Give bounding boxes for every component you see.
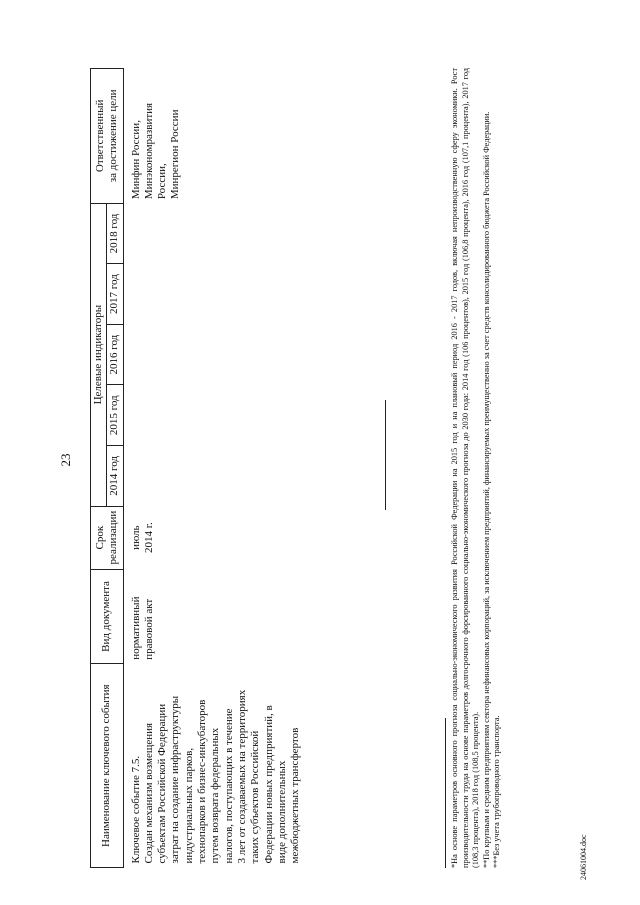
- text-line: Ключевое событие 7.5.: [129, 755, 142, 864]
- cell-term: [123, 506, 303, 569]
- cell-doc-type: [123, 569, 303, 664]
- document-reference: 24061004.doc: [579, 834, 588, 880]
- text-line: 3 лет от создаваемых на территориях: [235, 689, 248, 864]
- cell-indicator: [123, 264, 303, 325]
- header-target-indicators: Целевые индикаторы: [91, 203, 107, 506]
- text-line: затрат на создание инфраструктуры: [169, 695, 182, 864]
- cell-indicator: [123, 446, 303, 507]
- page-number: 23: [58, 453, 73, 467]
- table-header-row: [91, 69, 107, 868]
- text-line: индустриальных парков,: [182, 747, 195, 864]
- header-event-name: Наименование ключевого события: [91, 664, 124, 868]
- header-year: 2015 год: [107, 385, 123, 446]
- header-year: 2016 год: [107, 324, 123, 385]
- text-line: Создан механизм возмещения: [142, 722, 155, 864]
- text-line: таких субъектов Российской: [249, 730, 262, 864]
- cell-indicator: [123, 324, 303, 385]
- cell-indicator: [123, 203, 303, 264]
- header-responsible-line2: за достижение цели: [106, 89, 119, 183]
- text-line: межбюджетных трансфертов: [289, 727, 302, 864]
- key-events-table: [90, 68, 303, 868]
- text-line: Минрегион России: [169, 109, 182, 200]
- text-line: путем возврата федеральных: [209, 727, 222, 864]
- text-line: технопарков и бизнес-инкубаторов: [196, 699, 209, 864]
- footnotes: [450, 68, 503, 868]
- cell-event-name: [123, 664, 303, 868]
- header-year: 2014 год: [107, 446, 123, 507]
- cell-responsible: [123, 69, 303, 204]
- header-year: 2017 год: [107, 264, 123, 325]
- header-responsible-line1: Ответственный: [93, 99, 106, 173]
- footnote: ***Без учета трубопроводного транспорта.: [492, 715, 502, 868]
- text-line: июль: [129, 525, 142, 550]
- text-line: Минэкономразвития: [142, 102, 155, 200]
- text-line: Минфин России,: [129, 120, 142, 200]
- rotated-page: [40, 40, 600, 880]
- text-line: нормативный: [129, 596, 142, 660]
- header-term-line2: реализации: [106, 510, 119, 565]
- text-line: России,: [156, 163, 169, 200]
- separator-line: [385, 400, 386, 510]
- header-doc-type: Вид документа: [91, 569, 124, 664]
- table-row: [123, 69, 303, 868]
- text-line: налогов, поступающих в течение: [222, 708, 235, 864]
- header-year: 2018 год: [107, 203, 123, 264]
- footnote: *На основе параметров основного прогноза социально-экономического развития Российской Федерации на 2015 год и на плановый период 2016 - 2017 годов, включая непроизводственную сферу экономики. Рост производительности труда на основе параметров долгосрочного форсированного социально-экономического прогноза до 2030 года: 2014 год (106 процентов), 2015 год (106,8 процента), 2016 год (107,1 процента), 2017 год (108,3 процента), 2018 год (108,5 процента).: [450, 68, 481, 868]
- text-line: 2014 г.: [142, 522, 155, 554]
- cell-indicator: [123, 385, 303, 446]
- text-line: правовой акт: [142, 598, 155, 660]
- text-line: Федерации новых предприятий, в: [262, 705, 275, 864]
- header-term-line1: Срок: [93, 525, 106, 550]
- footnote-separator: [445, 718, 446, 868]
- footnote: **По крупным и средним предприятиям сектора нефинансовых корпораций, за исключением предприятий, финансируемых преимущественно за счет средств консолидированного бюджета Российской Федерации.: [481, 111, 491, 868]
- text-line: виде дополнительных: [275, 760, 288, 864]
- text-line: субъектам Российской Федерации: [156, 703, 169, 864]
- header-responsible: [91, 69, 124, 204]
- header-term: [91, 506, 124, 569]
